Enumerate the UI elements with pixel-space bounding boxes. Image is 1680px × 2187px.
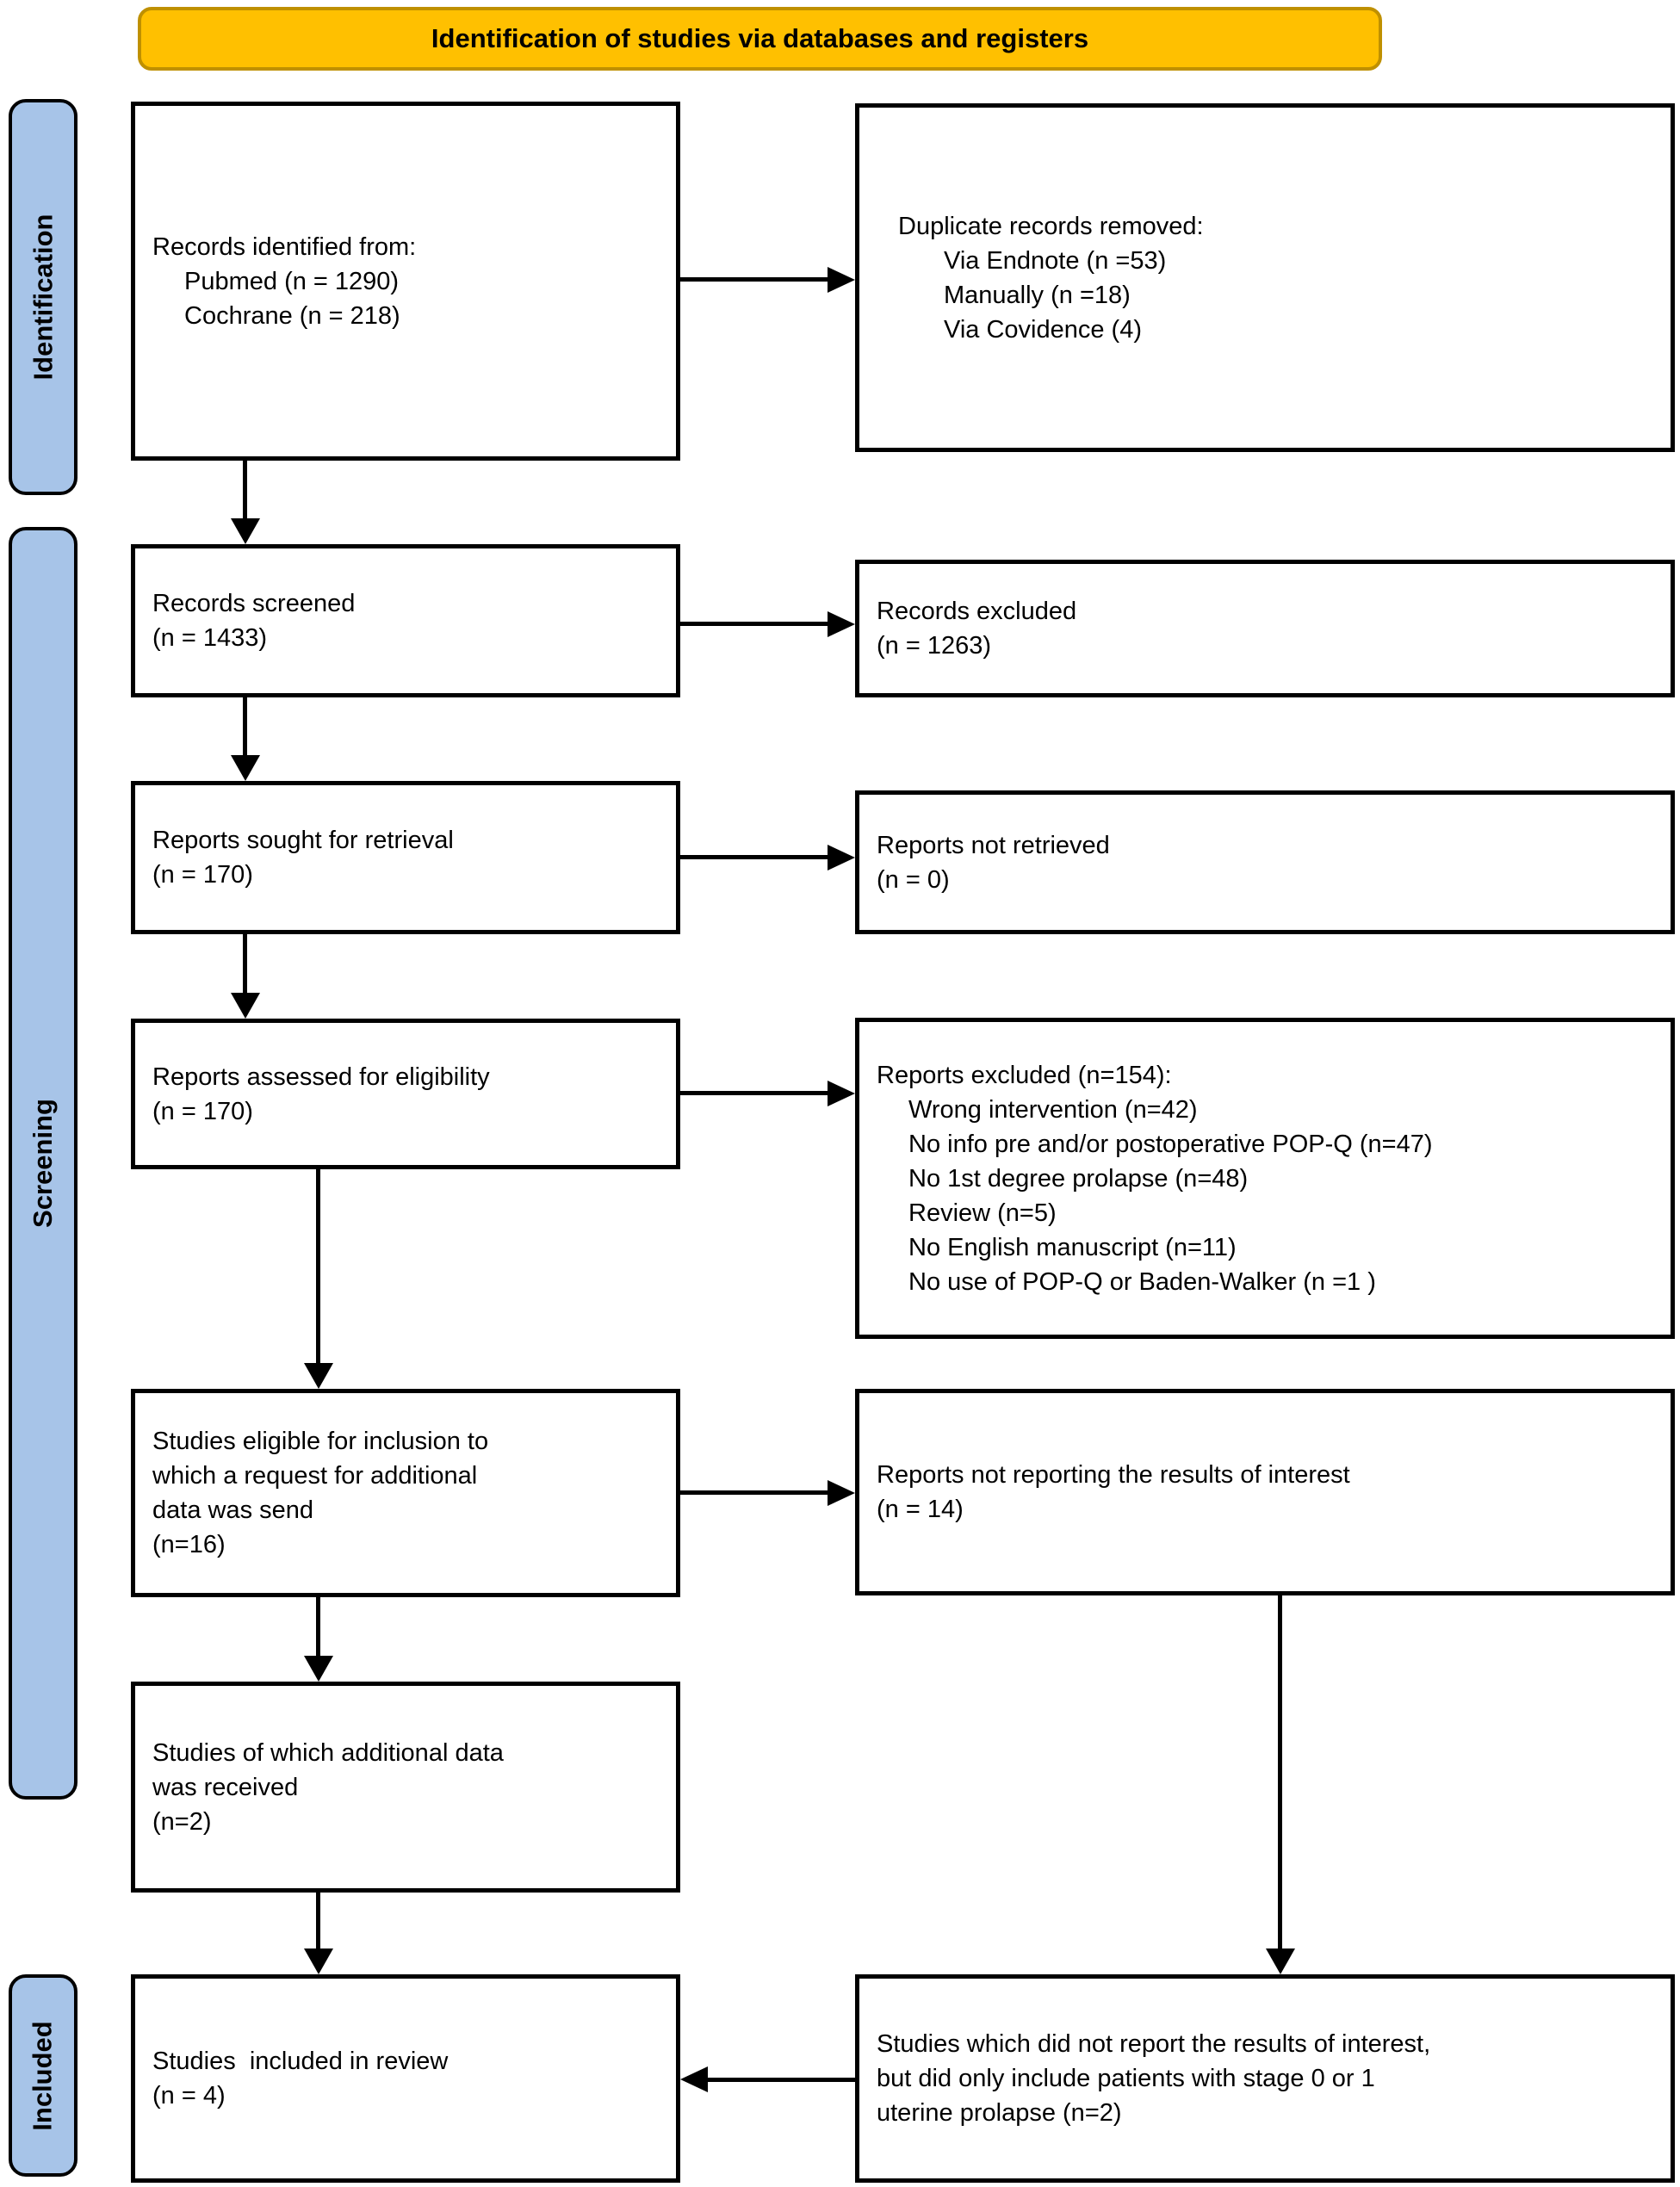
- arrow-eligible-to-received-head: [304, 1656, 333, 1682]
- box-text-line: Records identified from:: [152, 232, 417, 261]
- arrow-assessed-to-eligible-line: [316, 1169, 320, 1363]
- arrow-screened-to-sought-line: [243, 697, 247, 755]
- arrow-screened-to-excluded-line: [680, 622, 828, 626]
- arrow-identified-to-screened-head: [231, 518, 260, 544]
- box-text-line: Studies which did not report the results of interest,: [877, 2030, 1431, 2058]
- arrow-identified-to-screened-line: [243, 461, 247, 518]
- box-text-line: Records excluded: [877, 598, 1077, 625]
- box-text-line: Studies of which additional data: [152, 1738, 504, 1767]
- arrow-stage01-to-included-line: [708, 2078, 855, 2082]
- arrow-assessed-to-excluded-line: [680, 1091, 828, 1095]
- stage-label-included: [9, 1974, 77, 2177]
- stage-screening-text: Screening: [28, 1099, 59, 1228]
- box-text-line: data was send: [152, 1496, 314, 1524]
- box-text-line: (n = 170): [152, 1097, 253, 1125]
- title-banner: [138, 7, 1382, 71]
- box-text-line: No 1st degree prolapse (n=48): [908, 1164, 1249, 1193]
- box-reports-sought: [131, 781, 680, 934]
- box-text-line: No info pre and/or postoperative POP-Q (n=47): [908, 1130, 1433, 1158]
- box-records-screened: [131, 544, 680, 697]
- box-text-line: (n = 1263): [877, 632, 992, 660]
- box-records-identified: [131, 102, 680, 461]
- stage-identification-text: Identification: [28, 214, 59, 381]
- box-text-line: uterine prolapse (n=2): [877, 2099, 1122, 2127]
- box-text-line: Reports assessed for eligibility: [152, 1063, 490, 1091]
- box-text-line: Via Covidence (4): [944, 315, 1142, 344]
- arrow-identified-to-duplicates-head: [828, 267, 855, 293]
- arrow-eligible-to-received-line: [316, 1597, 320, 1656]
- arrow-sought-to-not-retrieved-head: [828, 845, 855, 870]
- stage-label-screening: [9, 527, 77, 1800]
- box-reports-assessed: [131, 1019, 680, 1169]
- arrow-stage01-to-included-head: [680, 2066, 708, 2092]
- arrow-screened-to-excluded-head: [828, 611, 855, 637]
- box-text-line: Wrong intervention (n=42): [908, 1095, 1198, 1124]
- stage-label-identification: [9, 99, 77, 495]
- arrow-identified-to-duplicates-line: [680, 277, 828, 282]
- box-text-line: Manually (n =18): [944, 281, 1131, 309]
- arrow-eligible-to-not-reporting-head: [828, 1480, 855, 1506]
- box-studies-included: [131, 1974, 680, 2183]
- box-text-line: Via Endnote (n =53): [944, 246, 1167, 275]
- arrow-sought-to-assessed-head: [231, 993, 260, 1019]
- box-text-line: (n = 4): [152, 2082, 226, 2110]
- box-duplicates-removed: [855, 103, 1675, 452]
- box-text-line: Reports not retrieved: [877, 831, 1110, 859]
- box-text-line: but did only include patients with stage 0 or 1: [877, 2065, 1375, 2092]
- box-records-excluded: [855, 560, 1675, 697]
- arrow-sought-to-assessed-line: [243, 934, 247, 993]
- box-reports-not-reporting: [855, 1389, 1675, 1595]
- box-text-line: (n=16): [152, 1531, 226, 1558]
- box-text-line: No English manuscript (n=11): [908, 1233, 1237, 1261]
- box-text-line: (n = 0): [877, 865, 950, 894]
- box-text-line: Cochrane (n = 218): [184, 301, 400, 330]
- box-text-line: No use of POP-Q or Baden-Walker (n =1 ): [908, 1267, 1376, 1296]
- box-text-line: Pubmed (n = 1290): [184, 267, 400, 295]
- box-text-line: was received: [152, 1773, 299, 1801]
- arrow-assessed-to-excluded-head: [828, 1081, 855, 1106]
- box-additional-data-received: [131, 1682, 680, 1893]
- box-reports-not-retrieved: [855, 790, 1675, 934]
- box-studies-not-reporting-stage01: [855, 1974, 1675, 2183]
- box-text-line: Reports sought for retrieval: [152, 827, 454, 854]
- box-text-line: (n=2): [152, 1807, 212, 1836]
- box-text-line: Studies eligible for inclusion to: [152, 1428, 489, 1455]
- box-studies-eligible: [131, 1389, 680, 1597]
- title-text: Identification of studies via databases and registers: [431, 23, 1089, 53]
- arrow-assessed-to-eligible-head: [304, 1363, 333, 1389]
- box-text-line: (n = 170): [152, 861, 253, 889]
- arrow-screened-to-sought-head: [231, 755, 260, 781]
- arrow-received-to-included-line: [316, 1893, 320, 1948]
- box-text-line: Studies included in review: [152, 2048, 449, 2075]
- box-text-line: (n = 1433): [152, 624, 268, 652]
- box-text-line: Reports not reporting the results of interest: [877, 1461, 1350, 1489]
- arrow-not-reporting-to-stage01-head: [1266, 1948, 1295, 1974]
- box-text-line: (n = 14): [877, 1496, 964, 1523]
- box-text-line: Reports excluded (n=154):: [877, 1061, 1172, 1089]
- box-reports-excluded: [855, 1018, 1675, 1339]
- stage-included-text: Included: [28, 2020, 59, 2131]
- arrow-sought-to-not-retrieved-line: [680, 855, 828, 859]
- arrow-not-reporting-to-stage01-line: [1278, 1595, 1282, 1948]
- arrow-received-to-included-head: [304, 1948, 333, 1974]
- box-text-line: which a request for additional: [152, 1462, 478, 1490]
- box-text-line: Records screened: [152, 590, 356, 617]
- arrow-eligible-to-not-reporting-line: [680, 1490, 828, 1495]
- box-text-line: Duplicate records removed:: [898, 212, 1204, 240]
- box-text-line: Review (n=5): [908, 1199, 1057, 1227]
